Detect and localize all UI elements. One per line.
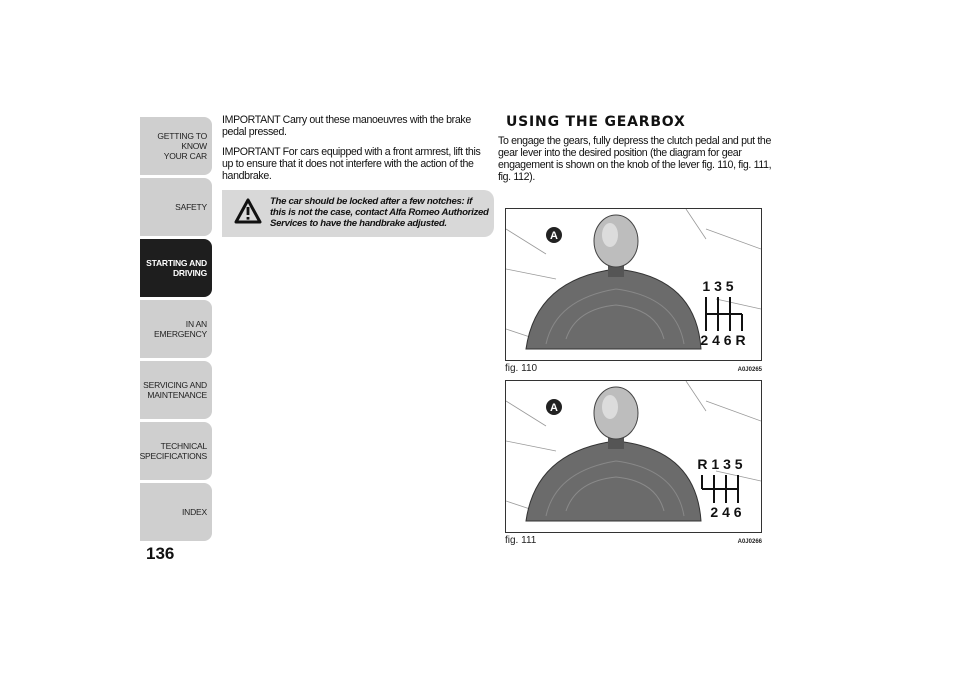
chapter-tabs xyxy=(140,117,212,544)
page-number: 136 xyxy=(146,544,175,563)
gear-pattern-icon xyxy=(706,297,742,331)
tab-starting-and-driving[interactable]: STARTING AND DRIVING xyxy=(140,239,212,297)
svg-text:A: A xyxy=(550,230,558,242)
tab-servicing[interactable]: SERVICING AND MAINTENANCE xyxy=(140,361,212,419)
figure-label: fig. 110 xyxy=(505,363,538,374)
figure-111 xyxy=(505,380,762,546)
tab-technical[interactable]: TECHNICAL SPECIFICATIONS xyxy=(140,422,212,480)
figure-label: fig. 111 xyxy=(505,535,537,546)
gear-lever-illustration xyxy=(505,208,762,361)
figure-code: A0J0265 xyxy=(737,367,762,373)
gear-pattern-top: 1 3 5 xyxy=(702,278,734,294)
tab-getting-to-know[interactable]: GETTING TO KNOW YOUR CAR xyxy=(140,117,212,175)
figure-code: A0J0266 xyxy=(737,539,762,545)
section-heading: USING THE GEARBOX xyxy=(506,114,686,130)
gear-pattern-top: R 1 3 5 xyxy=(697,456,743,472)
tab-index[interactable]: INDEX xyxy=(140,483,212,541)
gear-pattern-bottom: 2 4 6 R xyxy=(700,332,746,348)
tab-safety[interactable]: SAFETY xyxy=(140,178,212,236)
gear-pattern-bottom: 2 4 6 xyxy=(710,504,742,520)
gear-lever-illustration xyxy=(505,380,762,533)
gear-pattern-icon xyxy=(702,475,738,503)
intro-text: To engage the gears, fully depress the clutch pedal and put the gear lever into the desired position (the diagram for gear engagement is shown on the knob of the lever fig. 110, fig. 111, fig. 112). xyxy=(498,135,772,183)
figure-110 xyxy=(505,208,762,374)
warning-text: The car should be locked after a few notches: if this is not the case, contact Alfa Romeo Authorized Services to have the handbrake adjusted. xyxy=(270,196,489,229)
important-note-1: IMPORTANT Carry out these manoeuvres with the brake pedal pressed. xyxy=(222,114,471,138)
warning-box xyxy=(222,190,494,237)
right-column xyxy=(498,114,778,183)
warning-triangle-icon xyxy=(234,198,262,224)
important-note-2: IMPORTANT For cars equipped with a front armrest, lift this up to ensure that it does not interfere with the action of the handbrake. xyxy=(222,146,481,182)
tab-in-an-emergency[interactable]: IN AN EMERGENCY xyxy=(140,300,212,358)
left-column xyxy=(222,114,494,237)
svg-text:A: A xyxy=(550,402,558,414)
